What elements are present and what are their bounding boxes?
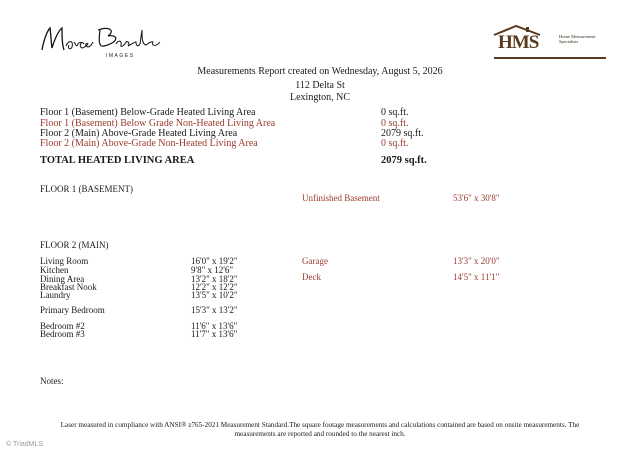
room-dims: 9'8" x 12'6" <box>191 265 234 275</box>
floor2-nonheated-name: Garage <box>302 256 328 266</box>
footer-disclaimer: Laser measured in compliance with ANSI® z765-2021 Measurement Standard.The square footage measurements and calculations contained are based on onsite measurements. The measurements are reported and rounded to the nearest inch. <box>60 421 580 438</box>
logo-subtitle: IMAGES <box>106 53 135 59</box>
address-line-2: Lexington, NC <box>290 92 350 103</box>
floor1-nonheated-name: Unfinished Basement <box>302 193 380 203</box>
room-dims: 16'0" x 19'2" <box>191 256 238 266</box>
total-label: TOTAL HEATED LIVING AREA <box>40 155 195 166</box>
hms-letters: HMS <box>498 32 539 53</box>
summary-value-2: 0 sq.ft. <box>381 118 409 129</box>
summary-label-3: Floor 2 (Main) Above-Grade Heated Living Area <box>40 128 238 139</box>
hms-tagline: Home Measurement Specialists <box>559 34 596 44</box>
notes-label: Notes: <box>40 376 64 386</box>
room-dims: 11'7" x 13'6" <box>191 329 238 339</box>
room-name: Bedroom #2 <box>40 321 85 331</box>
room-name: Living Room <box>40 256 89 266</box>
watermark: © TriadMLS <box>6 441 44 448</box>
report-title: Measurements Report created on Wednesday, August 5, 2026 <box>197 66 443 77</box>
summary-value-1: 0 sq.ft. <box>381 107 409 118</box>
floor2-heading: FLOOR 2 (MAIN) <box>40 240 109 250</box>
room-dims: 15'3" x 13'2" <box>191 305 238 315</box>
room-dims: 13'2" x 18'2" <box>191 274 238 284</box>
room-name: Kitchen <box>40 265 69 275</box>
room-name: Laundry <box>40 290 71 300</box>
room-name: Breakfast Nook <box>40 282 97 292</box>
floor2-nonheated-dims: 14'5" x 11'1" <box>453 272 500 282</box>
summary-label-2: Floor 1 (Basement) Below Grade Non-Heated Living Area <box>40 118 276 129</box>
room-dims: 13'5" x 10'2" <box>191 290 238 300</box>
hms-logo <box>486 24 616 60</box>
total-value: 2079 sq.ft. <box>381 155 427 166</box>
room-name: Dining Area <box>40 274 85 284</box>
room-dims: 12'2" x 12'2" <box>191 282 238 292</box>
marco-basile-logo <box>38 20 168 62</box>
floor2-nonheated-dims: 13'3" x 20'0" <box>453 256 500 266</box>
floor2-nonheated-name: Deck <box>302 272 321 282</box>
signature-logo-icon <box>38 20 168 62</box>
summary-label-4: Floor 2 (Main) Above-Grade Non-Heated Living Area <box>40 138 258 149</box>
floor1-heading: FLOOR 1 (BASEMENT) <box>40 184 134 194</box>
summary-value-4: 0 sq.ft. <box>381 138 409 149</box>
room-name: Bedroom #3 <box>40 329 85 339</box>
room-dims: 11'6" x 13'6" <box>191 321 238 331</box>
room-name: Primary Bedroom <box>40 305 105 315</box>
summary-value-3: 2079 sq.ft. <box>381 128 424 139</box>
logo-rule <box>494 57 606 59</box>
floor1-nonheated-dims: 53'6" x 30'8" <box>453 193 500 203</box>
summary-label-1: Floor 1 (Basement) Below-Grade Heated Living Area <box>40 107 256 118</box>
address-line-1: 112 Delta St <box>295 80 345 91</box>
